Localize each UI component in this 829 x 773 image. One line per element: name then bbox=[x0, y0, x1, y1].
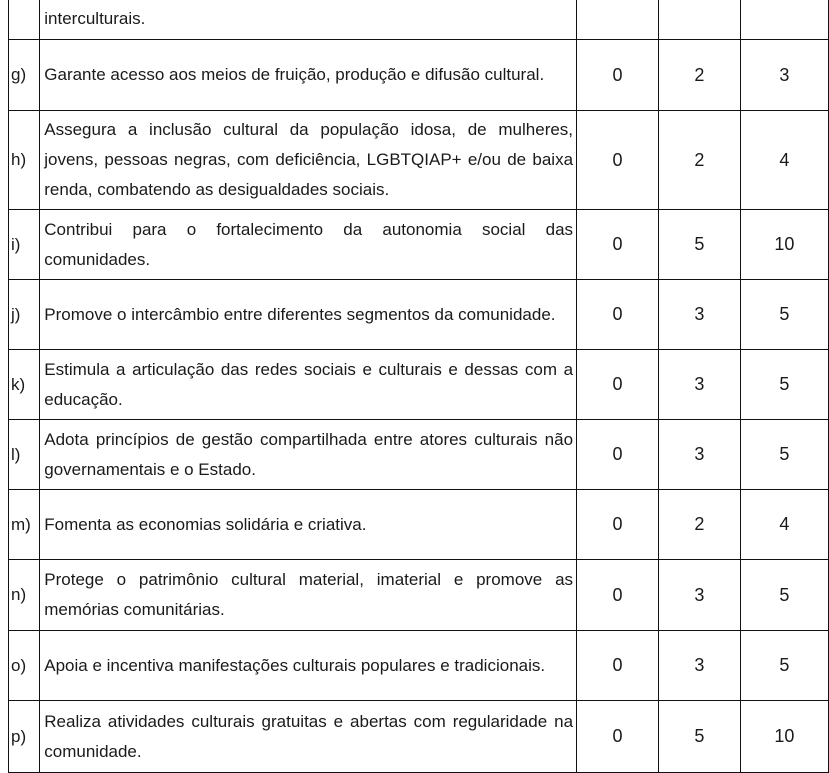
row-description: Garante acesso aos meios de fruição, produção e difusão cultural. bbox=[40, 40, 577, 111]
row-letter: l) bbox=[9, 420, 40, 490]
score-max: 5 bbox=[740, 420, 828, 490]
row-letter bbox=[9, 0, 40, 40]
score-min: 0 bbox=[577, 560, 659, 631]
score-mid: 3 bbox=[658, 631, 740, 701]
score-max: 5 bbox=[740, 631, 828, 701]
row-letter: p) bbox=[9, 701, 40, 773]
row-description: Fomenta as economias solidária e criativa. bbox=[40, 490, 577, 560]
score-min: 0 bbox=[577, 420, 659, 490]
row-letter: o) bbox=[9, 631, 40, 701]
score-max: 5 bbox=[740, 350, 828, 420]
score-min: 0 bbox=[577, 631, 659, 701]
score-max: 5 bbox=[740, 560, 828, 631]
score-min: 0 bbox=[577, 490, 659, 560]
row-letter: g) bbox=[9, 40, 40, 111]
score-mid: 3 bbox=[658, 350, 740, 420]
score-mid bbox=[658, 0, 740, 40]
row-description: Promove o intercâmbio entre diferentes segmentos da comunidade. bbox=[40, 280, 577, 350]
row-description: Protege o patrimônio cultural material, imaterial e promove as memórias comunitárias. bbox=[40, 560, 577, 631]
table-row bbox=[9, 560, 829, 631]
row-letter: i) bbox=[9, 210, 40, 280]
row-description: Estimula a articulação das redes sociais e culturais e dessas com a educação. bbox=[40, 350, 577, 420]
row-description: Adota princípios de gestão compartilhada entre atores culturais não governamentais e o Estado. bbox=[40, 420, 577, 490]
score-mid: 3 bbox=[658, 420, 740, 490]
row-description: Realiza atividades culturais gratuitas e abertas com regularidade na comunidade. bbox=[40, 701, 577, 773]
score-mid: 2 bbox=[658, 111, 740, 210]
table-row bbox=[9, 350, 829, 420]
score-mid: 3 bbox=[658, 560, 740, 631]
score-mid: 2 bbox=[658, 40, 740, 111]
score-mid: 5 bbox=[658, 701, 740, 773]
table-row bbox=[9, 631, 829, 701]
score-max: 4 bbox=[740, 111, 828, 210]
row-letter: m) bbox=[9, 490, 40, 560]
table-row bbox=[9, 490, 829, 560]
score-min bbox=[577, 0, 659, 40]
table-row bbox=[9, 280, 829, 350]
table-row bbox=[9, 40, 829, 111]
score-max: 3 bbox=[740, 40, 828, 111]
row-description: Contribui para o fortalecimento da autonomia social das comunidades. bbox=[40, 210, 577, 280]
table-row bbox=[9, 701, 829, 773]
row-description: Assegura a inclusão cultural da população idosa, de mulheres, jovens, pessoas negras, com deficiência, LGBTQIAP+ e/ou de baixa renda, combatendo as desigualdades sociais. bbox=[40, 111, 577, 210]
score-mid: 3 bbox=[658, 280, 740, 350]
table-row bbox=[9, 111, 829, 210]
score-mid: 2 bbox=[658, 490, 740, 560]
score-mid: 5 bbox=[658, 210, 740, 280]
table-row bbox=[9, 210, 829, 280]
score-min: 0 bbox=[577, 280, 659, 350]
score-max: 4 bbox=[740, 490, 828, 560]
table-row bbox=[9, 0, 829, 40]
row-letter: h) bbox=[9, 111, 40, 210]
row-description: Apoia e incentiva manifestações culturais populares e tradicionais. bbox=[40, 631, 577, 701]
score-max: 10 bbox=[740, 701, 828, 773]
score-min: 0 bbox=[577, 210, 659, 280]
criteria-table bbox=[8, 0, 829, 773]
score-max: 10 bbox=[740, 210, 828, 280]
row-letter: n) bbox=[9, 560, 40, 631]
score-min: 0 bbox=[577, 111, 659, 210]
score-max: 5 bbox=[740, 280, 828, 350]
table-row bbox=[9, 420, 829, 490]
row-description: interculturais. bbox=[40, 0, 577, 40]
score-min: 0 bbox=[577, 350, 659, 420]
score-min: 0 bbox=[577, 701, 659, 773]
score-min: 0 bbox=[577, 40, 659, 111]
score-max bbox=[740, 0, 828, 40]
row-letter: k) bbox=[9, 350, 40, 420]
row-letter: j) bbox=[9, 280, 40, 350]
